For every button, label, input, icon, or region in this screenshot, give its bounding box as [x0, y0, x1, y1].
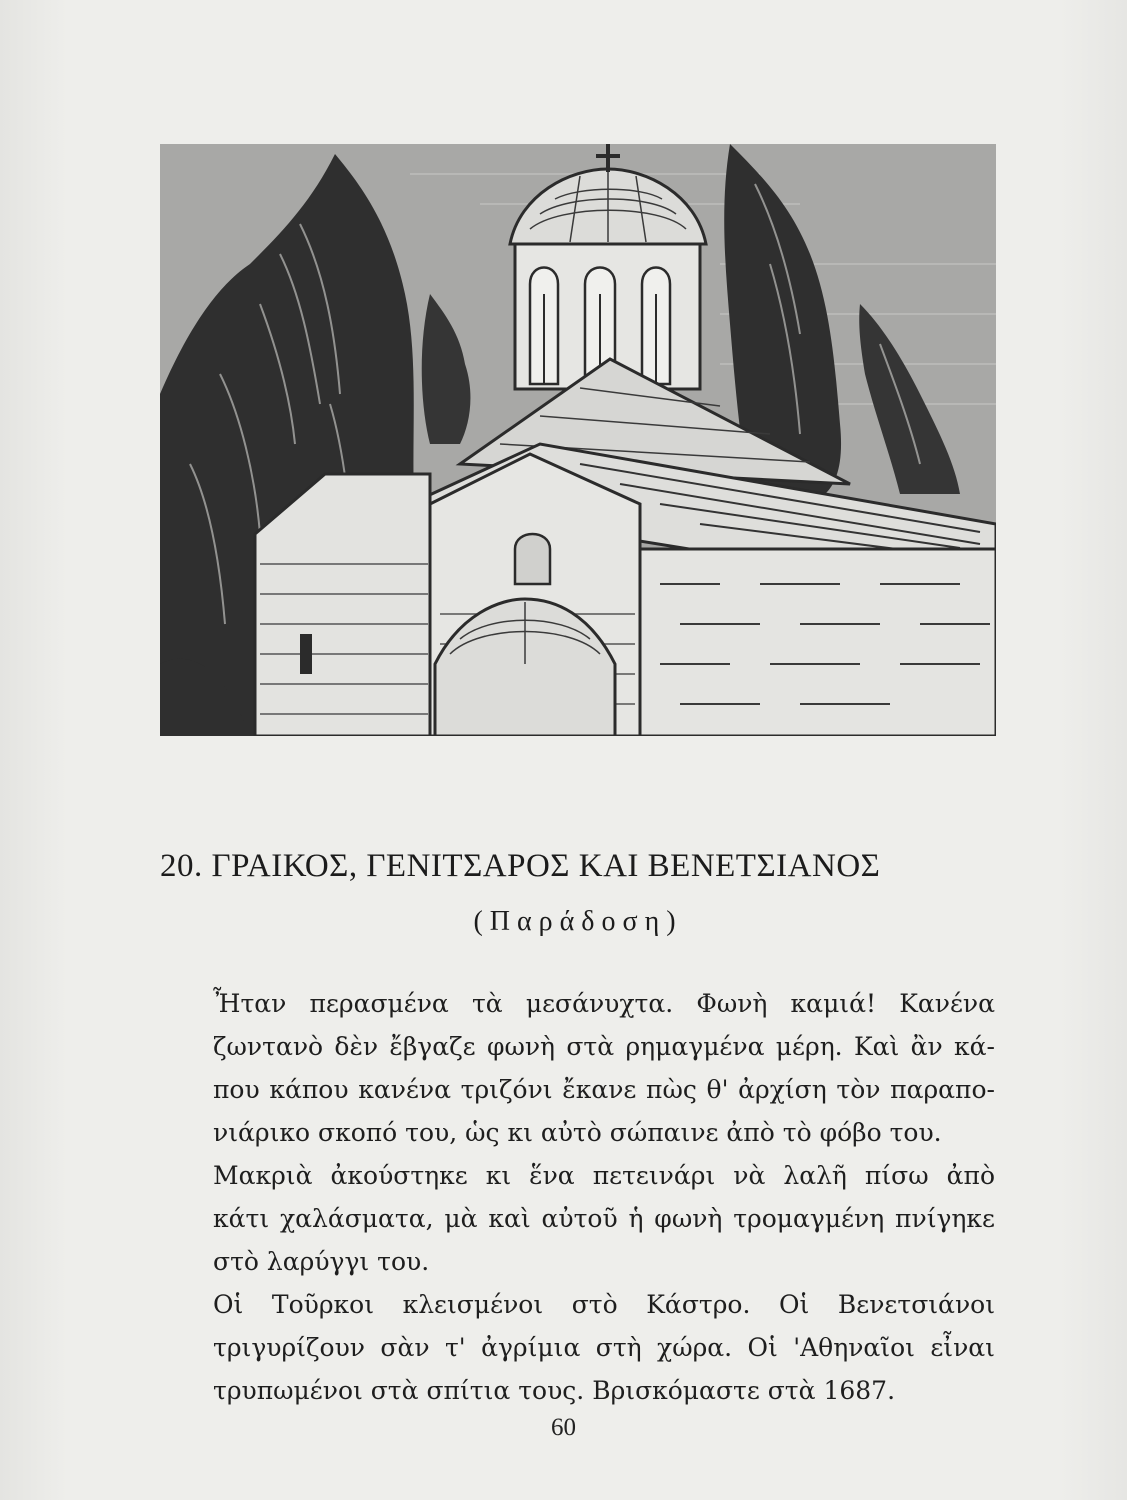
- page-number: 60: [551, 1414, 576, 1441]
- chapter-title: 20. ΓΡΑΙΚΟΣ, ΓΕΝΙΤΣΑΡΟΣ ΚΑΙ ΒΕΝΕΤΣΙΑΝΟΣ: [160, 848, 881, 884]
- text-line: τρυπωμένοι στὰ σπίτια τους. Βρισκόμαστε στὰ 1687.: [213, 1376, 896, 1405]
- text-line: νιάρικο σκοπό του, ὡς κι αὐτὸ σώπαινε ἀπὸ τὸ φόβο του.: [213, 1118, 942, 1147]
- text-line: Μακριὰ ἀκούστηκε κι ἕνα πετεινάρι νὰ λαλῆ πίσω ἀπὸ: [213, 1161, 995, 1190]
- text-line: που κάπου κανένα τριζόνι ἔκανε πὼς θ' ἀρχίση τὸν παραπο-: [213, 1075, 995, 1104]
- paragraph: [205, 1283, 995, 1412]
- church-illustration: [160, 144, 996, 736]
- text-line: Οἱ Τοῦρκοι κλεισμένοι στὸ Κάστρο. Οἱ Βενετσιάνοι: [213, 1290, 995, 1319]
- text-line: τριγυρίζουν σὰν τ' ἀγρίμια στὴ χώρα. Οἱ 'Αθηναῖοι εἶναι: [213, 1333, 995, 1362]
- text-line: κάτι χαλάσματα, μὰ καὶ αὐτοῦ ἡ φωνὴ τρομαγμένη πνίγηκε: [213, 1204, 995, 1233]
- text-line: στὸ λαρύγγι του.: [213, 1247, 430, 1276]
- chapter-body: [205, 982, 995, 1412]
- text-line: Ἦταν περασμένα τὰ μεσάνυχτα. Φωνὴ καμιά! Κανένα: [213, 989, 995, 1018]
- chapter-subtitle: (Παράδοση): [473, 906, 683, 937]
- text-line: ζωντανὸ δὲν ἔβγαζε φωνὴ στὰ ρημαγμένα μέρη. Καὶ ἂν κά-: [213, 1032, 995, 1061]
- paragraph: [205, 982, 995, 1154]
- paragraph: [205, 1154, 995, 1283]
